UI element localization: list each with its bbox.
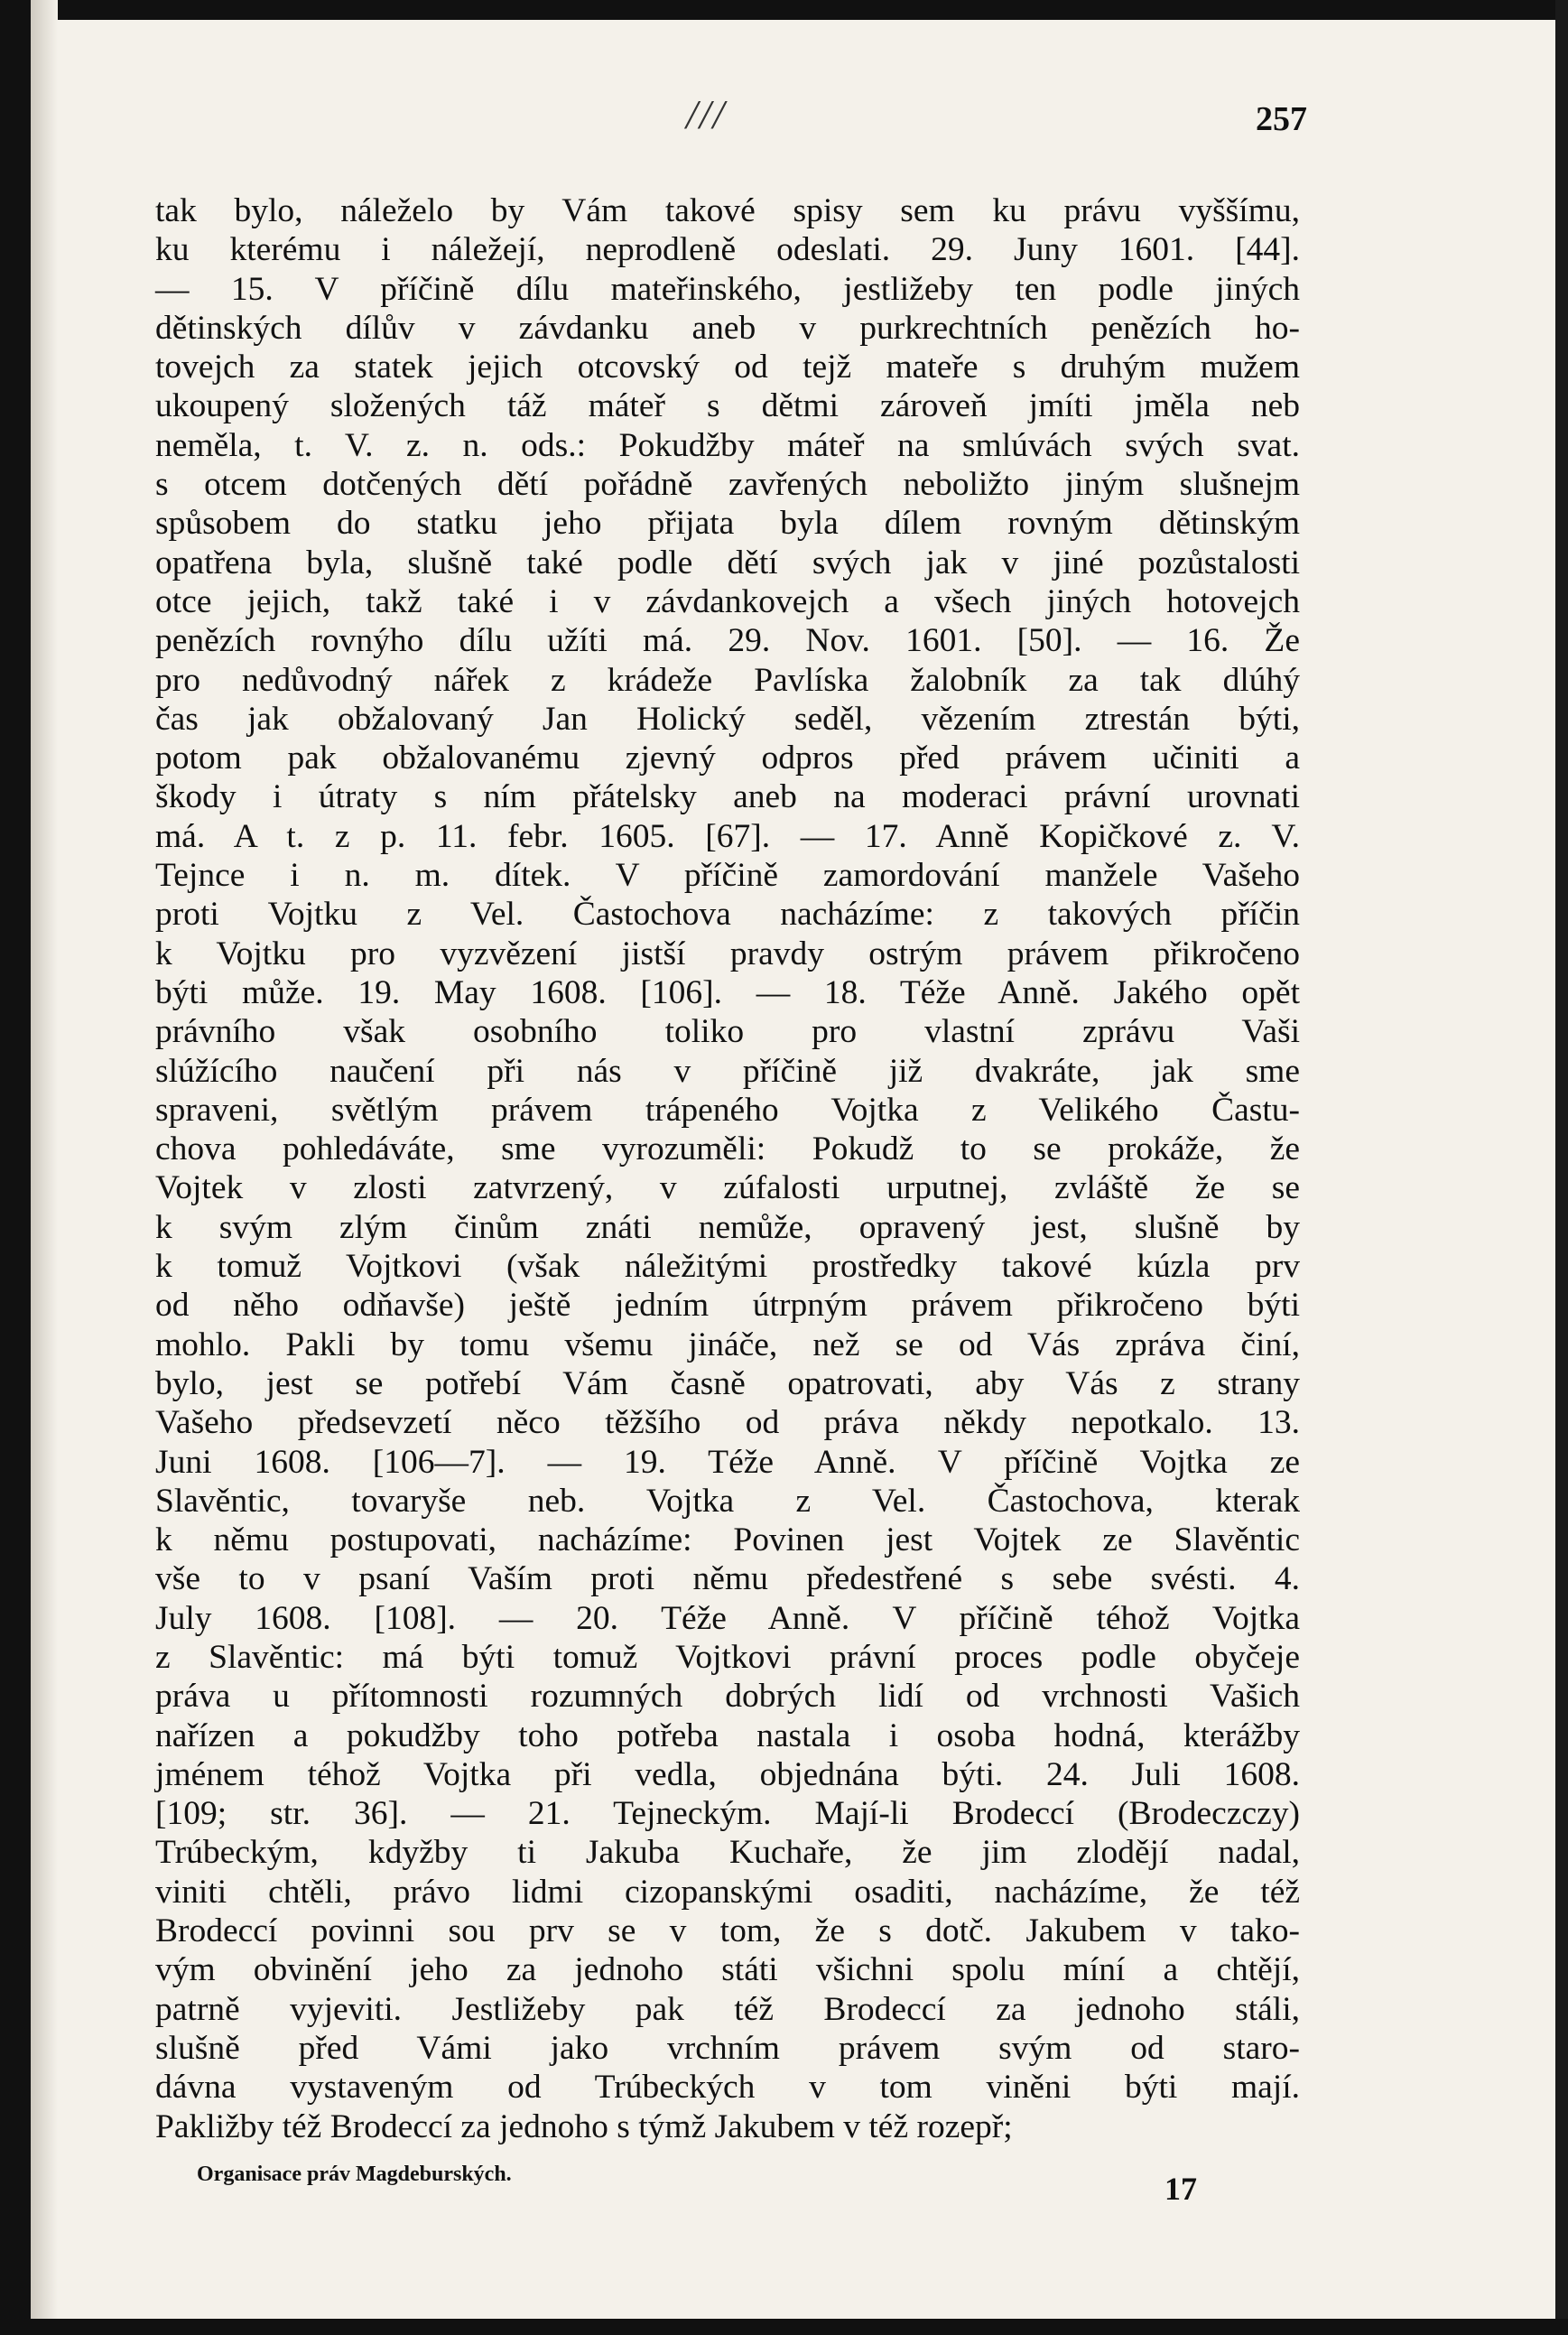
text-line: [109; str. 36]. — 21. Tejneckým. Mají-li Brodeccí (Brodeczczy) <box>155 1795 1300 1833</box>
scan-border-right <box>1555 0 1568 2335</box>
sheet-number: 17 <box>1164 2171 1197 2207</box>
text-line: slúžícího naučení při nás v příčině již dvakráte, jak sme <box>155 1052 1300 1090</box>
text-line: Pakližby též Brodeccí za jednoho s týmž Jakubem v též rozepř; <box>155 2107 1013 2145</box>
text-line: opatřena byla, slušně také podle dětí svých jak v jiné pozůstalosti <box>155 544 1300 581</box>
text-line: k svým zlým činům znáti nemůže, opravený jest, slušně by <box>155 1208 1300 1246</box>
scan-border-bottom <box>0 2319 1568 2335</box>
text-line: slušně před Vámi jako vrchním právem svým od staro- <box>155 2029 1300 2067</box>
text-line: tak bylo, náleželo by Vám takové spisy sem ku právu vyššímu, <box>155 192 1300 229</box>
text-line: práva u přítomnosti rozumných dobrých lidí od vrchnosti Vašich <box>155 1678 1300 1716</box>
text-line: čas jak obžalovaný Jan Holický seděl, vězením ztrestán býti, <box>155 700 1300 738</box>
text-line: nařízen a pokudžby toho potřeba nastala i osoba hodná, kterážby <box>155 1716 1300 1754</box>
text-line: tovejch za statek jejich otcovský od tejž mateře s druhým mužem <box>155 349 1300 386</box>
text-line: ukoupený složených táž máteř s dětmi zároveň jmíti jměla neb <box>155 387 1300 425</box>
text-line: vše to v psaní Vaším proti němu předestřené s sebe svésti. 4. <box>155 1560 1300 1598</box>
body-text <box>155 191 1300 2146</box>
text-line: potom pak obžalovanému zjevný odpros před právem učiniti a <box>155 740 1300 777</box>
text-line: vým obvinění jeho za jednoho státi všichni spolu míní a chtějí, <box>155 1951 1300 1989</box>
text-line: k němu postupovati, nacházíme: Povinen jest Vojtek ze Slavěntic <box>155 1521 1300 1559</box>
text-line: z Slavěntic: má býti tomuž Vojtkovi právní proces podle obyčeje <box>155 1638 1300 1676</box>
text-line: k Vojtku pro vyzvězení jistší pravdy ostrým právem přikročeno <box>155 935 1300 972</box>
text-line: s otcem dotčených dětí pořádně zavřených neboližto jiným slušnejm <box>155 466 1300 504</box>
text-line: viniti chtěli, právo lidmi cizopanskými osaditi, nacházíme, že též <box>155 1873 1300 1911</box>
text-line: býti může. 19. May 1608. [106]. — 18. Téže Anně. Jakého opět <box>155 973 1300 1011</box>
text-line: Juni 1608. [106—7]. — 19. Téže Anně. V příčině Vojtka ze <box>155 1443 1300 1481</box>
text-line: dětinských dílův v závdanku aneb v purkrechtních penězích ho- <box>155 309 1300 347</box>
text-line: Slavěntic, tovaryše neb. Vojtka z Vel. Častochova, kterak <box>155 1482 1300 1520</box>
text-line: pro nedůvodný nářek z krádeže Pavlíska žalobník za tak dlúhý <box>155 661 1300 699</box>
text-line: patrně vyjeviti. Jestližeby pak též Brodeccí za jednoho stáli, <box>155 1990 1300 2028</box>
text-line: penězích rovnýho dílu užíti má. 29. Nov. 1601. [50]. — 16. Že <box>155 622 1300 660</box>
text-line: Trúbeckým, kdyžby ti Jakuba Kuchaře, že jim zlodějí nadal, <box>155 1834 1300 1872</box>
text-line: July 1608. [108]. — 20. Téže Anně. V příčině téhož Vojtka <box>155 1599 1300 1637</box>
text-line: mohlo. Pakli by tomu všemu jináče, než se od Vás zpráva činí, <box>155 1326 1300 1363</box>
text-line: bylo, jest se potřebí Vám časně opatrovati, aby Vás z strany <box>155 1364 1300 1402</box>
text-line: chova pohledáváte, sme vyrozuměli: Pokudž to se prokáže, že <box>155 1130 1300 1168</box>
handwritten-margin-mark: /// <box>686 91 727 137</box>
text-line: od něho odňavše) ještě jedním útrpným právem přikročeno býti <box>155 1287 1300 1325</box>
footer-signature: Organisace práv Magdeburských. <box>197 2163 512 2186</box>
scan-border-left <box>0 0 31 2335</box>
text-line: Vojtek v zlosti zatvrzený, v zúfalosti urputnej, zvláště že se <box>155 1169 1300 1207</box>
text-line: proti Vojtku z Vel. Častochova nacházíme: z takových příčin <box>155 896 1300 934</box>
text-line: otce jejich, takž také i v závdankovejch a všech jiných hotovejch <box>155 582 1300 620</box>
text-line: ku kterému i náležejí, neprodleně odeslati. 29. Juny 1601. [44]. <box>155 231 1300 269</box>
scan-border-top <box>0 0 1568 20</box>
text-line: Brodeccí povinni sou prv se v tom, že s dotč. Jakubem v tako- <box>155 1912 1300 1950</box>
gutter-shadow <box>31 0 58 2335</box>
text-line: právního však osobního toliko pro vlastní zprávu Vaši <box>155 1013 1300 1051</box>
text-line: dávna vystaveným od Trúbeckých v tom viněni býti mají. <box>155 2069 1300 2107</box>
text-line: Vašeho předsevzetí něco těžšího od práva někdy nepotkalo. 13. <box>155 1404 1300 1442</box>
text-line: škody i útraty s ním přátelsky aneb na moderaci právní urovnati <box>155 778 1300 816</box>
page-number: 257 <box>1256 100 1307 138</box>
text-line: spůsobem do statku jeho přijata byla dílem rovným dětinským <box>155 505 1300 543</box>
text-line: — 15. V příčině dílu mateřinského, jestližeby ten podle jiných <box>155 270 1300 308</box>
text-line: má. A t. z p. 11. febr. 1605. [67]. — 17. Anně Kopičkové z. V. <box>155 817 1300 855</box>
text-line: k tomuž Vojtkovi (však náležitými prostředky takové kúzla prv <box>155 1248 1300 1286</box>
text-line: neměla, t. V. z. n. ods.: Pokudžby máteř na smlúvách svých svat. <box>155 426 1300 464</box>
text-line: Tejnce i n. m. dítek. V příčině zamordování manžele Vašeho <box>155 857 1300 895</box>
text-line: jménem téhož Vojtka při vedla, objednána býti. 24. Juli 1608. <box>155 1755 1300 1793</box>
text-line: spraveni, světlým právem trápeného Vojtka z Velikého Častu- <box>155 1091 1300 1129</box>
